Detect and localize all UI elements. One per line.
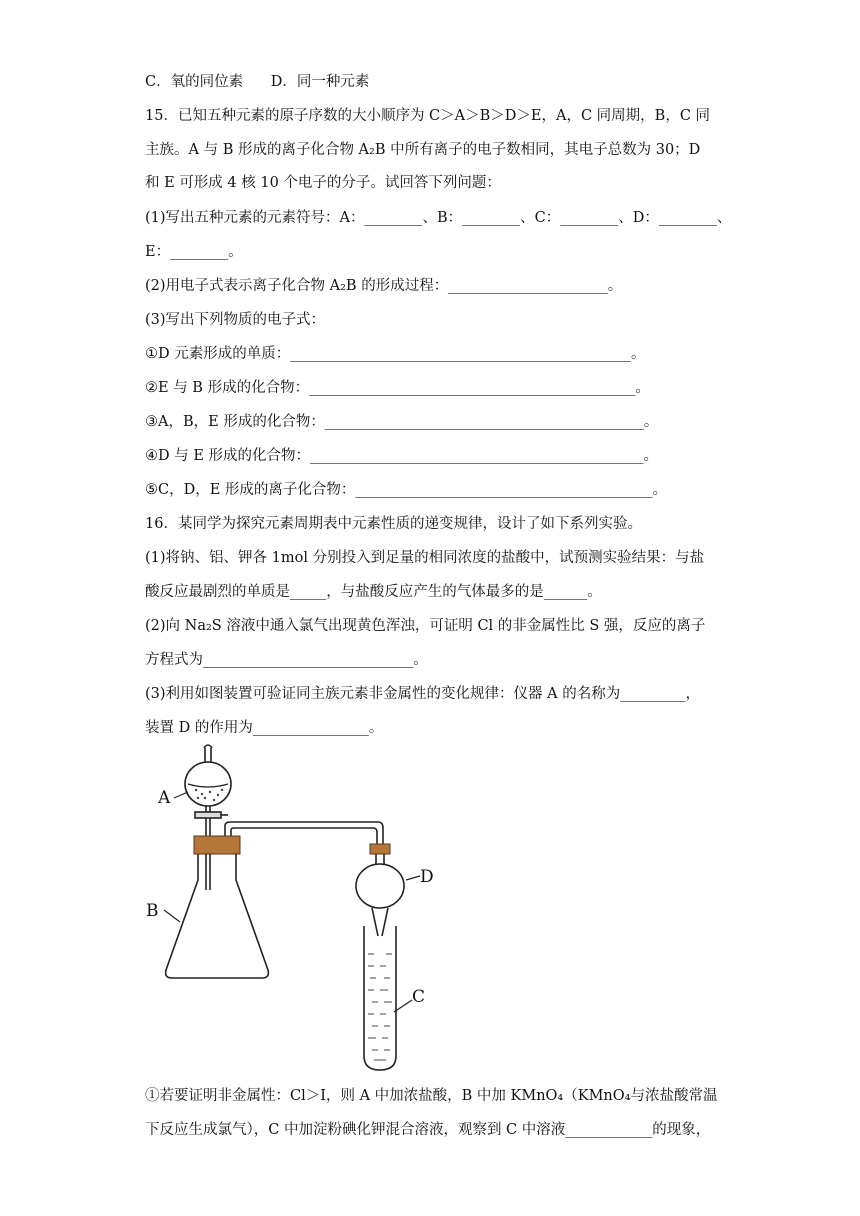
text-line: 主族。A 与 B 形成的离子化合物 A₂B 中所有离子的电子数相同，其电子总数为 30；D xyxy=(145,142,701,158)
label-b: B xyxy=(146,901,159,921)
text-line: E：________。 xyxy=(145,244,243,260)
text-line: 酸反应最剧烈的单质是_____，与盐酸反应产生的气体最多的是______。 xyxy=(145,584,602,600)
text-line: (1)将钠、铝、钾各 1mol 分别投入到足量的相同浓度的盐酸中，试预测实验结果：与盐 xyxy=(145,550,705,566)
label-d: D xyxy=(420,867,434,887)
text-line: ③A，B，E 形成的化合物：____________________________________________。 xyxy=(145,414,659,430)
text-line: ④D 与 E 形成的化合物：______________________________________________。 xyxy=(145,448,659,464)
text-line: 和 E 可形成 4 核 10 个电子的分子。试回答下列问题： xyxy=(145,175,501,191)
text-line: 下反应生成氯气），C 中加淀粉碘化钾混合溶液，观察到 C 中溶液____________的现象， xyxy=(145,1122,711,1138)
label-c: C xyxy=(412,987,426,1007)
test-tube xyxy=(364,926,396,1070)
text-line: 方程式为_____________________________。 xyxy=(145,652,428,668)
text-line: 装置 D 的作用为________________。 xyxy=(145,720,384,736)
text-line: (2)向 Na₂S 溶液中通入氯气出现黄色浑浊，可证明 Cl 的非金属性比 S 强，反应的离子 xyxy=(145,618,706,634)
text-line: C．氧的同位素 D．同一种元素 xyxy=(145,74,370,90)
text-line: ①若要证明非金属性：Cl＞I，则 A 中加浓盐酸，B 中加 KMnO₄（KMnO₄与浓盐酸常温 xyxy=(145,1088,718,1104)
question-15-stem: 15．已知五种元素的原子序数的大小顺序为 C＞A＞B＞D＞E，A，C 同周期，B，C 同 xyxy=(145,108,711,124)
stopper xyxy=(194,836,240,854)
text-line: (3)写出下列物质的电子式： xyxy=(145,312,326,328)
text-line: (2)用电子式表示离子化合物 A₂B 的形成过程：______________________。 xyxy=(145,278,623,294)
question-16-stem: 16．某同学为探究元素周期表中元素性质的递变规律，设计了如下系列实验。 xyxy=(145,516,642,532)
text-line: (1)写出五种元素的元素符号：A：________、B：________、C：________、D：________、 xyxy=(145,210,732,226)
text-line: ①D 元素形成的单质：_______________________________________________。 xyxy=(145,346,646,362)
conical-flask xyxy=(166,854,269,978)
label-a: A xyxy=(158,788,171,808)
apparatus-figure xyxy=(140,740,460,1075)
drying-bulb xyxy=(356,854,404,936)
text-line: ②E 与 B 形成的化合物：_____________________________________________。 xyxy=(145,380,650,396)
separatory-funnel xyxy=(185,745,231,850)
text-line: (3)利用如图装置可验证同主族元素非金属性的变化规律：仪器 A 的名称为_________， xyxy=(145,686,700,702)
text-line: ⑤C，D，E 形成的离子化合物：_________________________________________。 xyxy=(145,482,668,498)
